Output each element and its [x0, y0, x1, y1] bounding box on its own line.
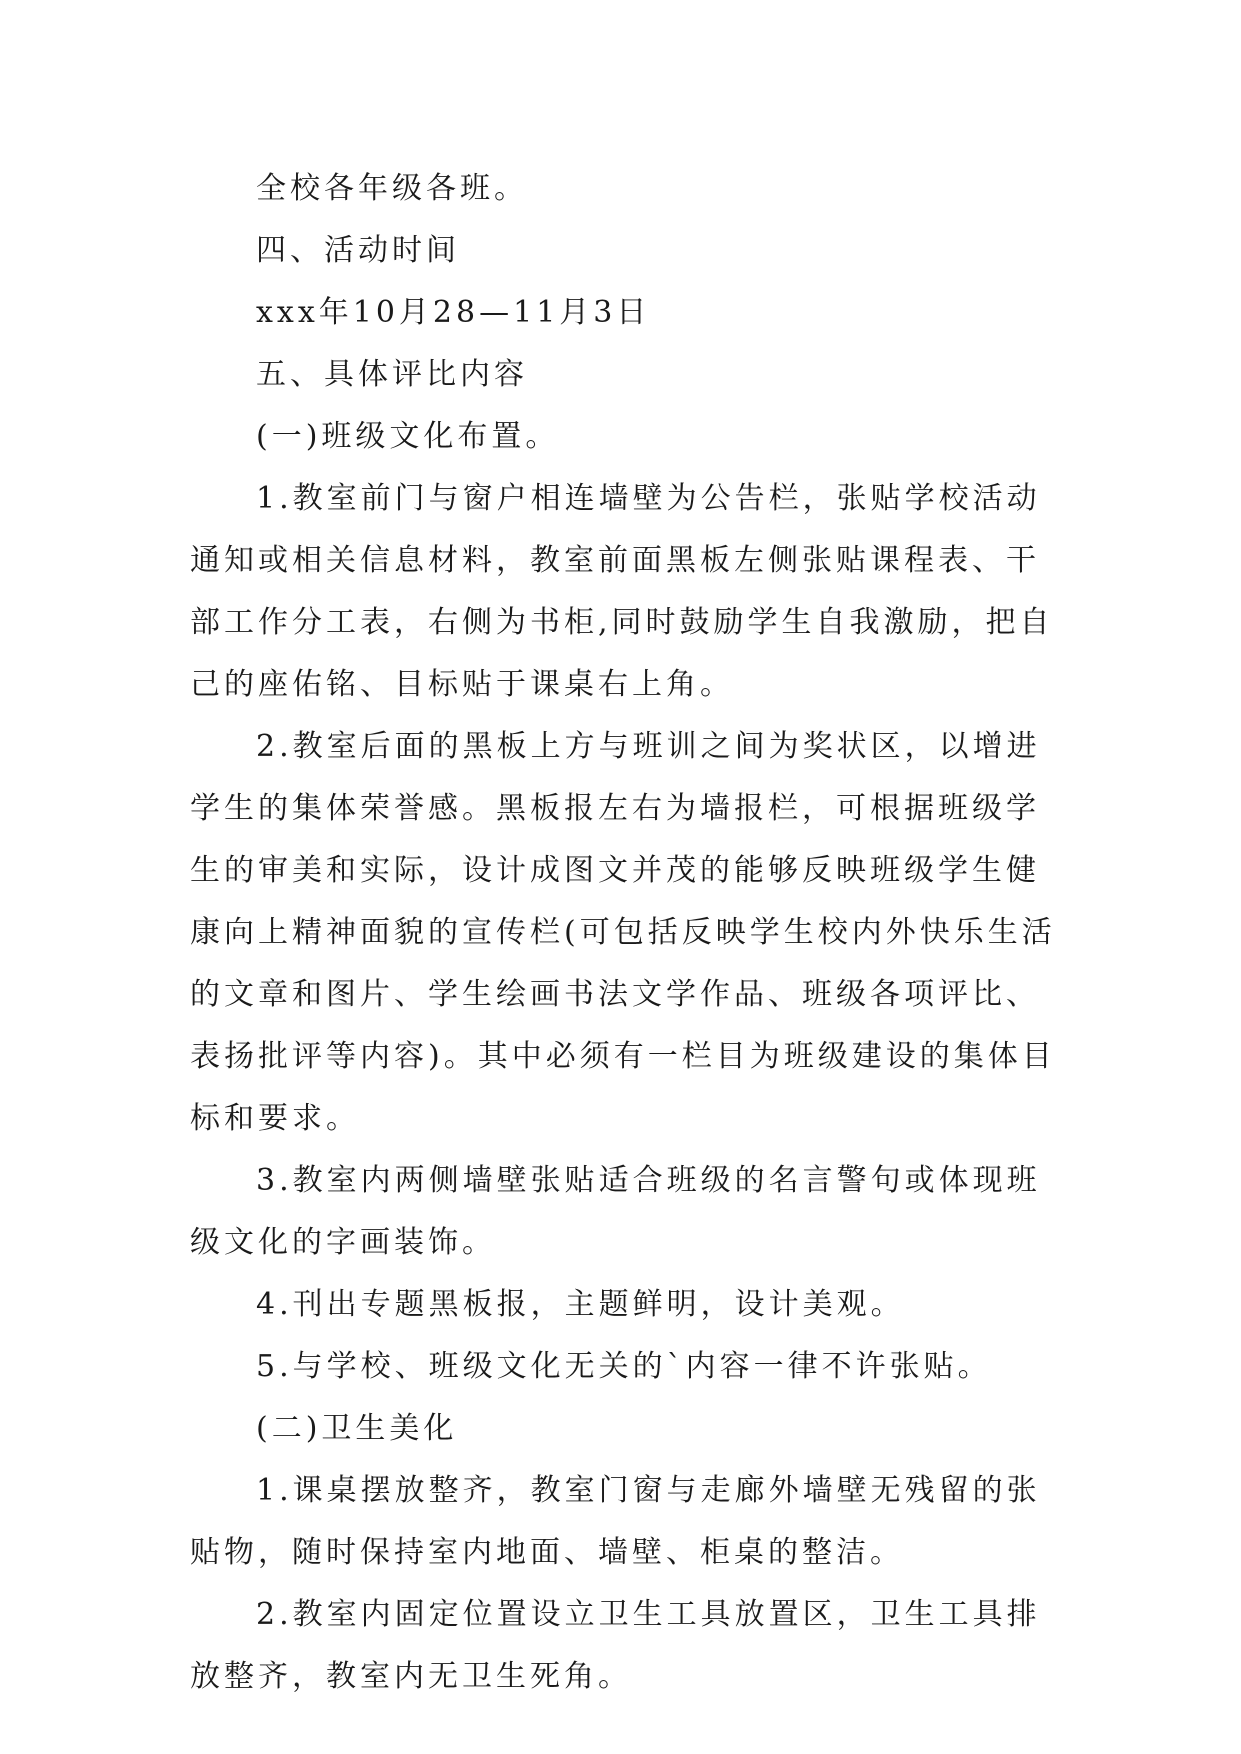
paragraph: 1.课桌摆放整齐，教室门窗与走廊外墙壁无残留的张贴物，随时保持室内地面、墙壁、柜桌的整洁。 [190, 1473, 1041, 1570]
subsection-heading: (一)班级文化布置。 [256, 419, 560, 454]
paragraph: 4.刊出专题黑板报，主题鲜明，设计美观。 [256, 1287, 905, 1322]
paragraph: 2.教室后面的黑板上方与班训之间为奖状区，以增进学生的集体荣誉感。黑板报左右为墙报栏，可根据班级学生的审美和实际，设计成图文并茂的能够反映班级学生健康向上精神面貌的宣传栏(可包括反映学生校内外快乐生活的文章和图片、学生绘画书法文学作品、班级各项评比、表扬批评等内容)。其中必须有一栏目为班级建设的集体目标和要求。 [190, 729, 1056, 1136]
section-heading: 四、活动时间 [256, 233, 460, 268]
paragraph: 5.与学校、班级文化无关的`内容一律不许张贴。 [256, 1349, 992, 1384]
paragraph: xxx年10月28—11月3日 [256, 295, 651, 330]
paragraph: 2.教室内固定位置设立卫生工具放置区，卫生工具排放整齐，教室内无卫生死角。 [190, 1597, 1041, 1694]
section-heading: 五、具体评比内容 [256, 357, 528, 392]
document-body [190, 158, 1060, 1708]
paragraph: 1.教室前门与窗户相连墙壁为公告栏，张贴学校活动通知或相关信息材料，教室前面黑板左侧张贴课程表、干部工作分工表，右侧为书柜,同时鼓励学生自我激励，把自己的座佑铭、目标贴于课桌右上角。 [190, 481, 1054, 702]
subsection-heading: (二)卫生美化 [256, 1411, 458, 1446]
paragraph: 3.教室内两侧墙壁张贴适合班级的名言警句或体现班级文化的字画装饰。 [190, 1163, 1041, 1260]
paragraph: 全校各年级各班。 [256, 171, 528, 206]
